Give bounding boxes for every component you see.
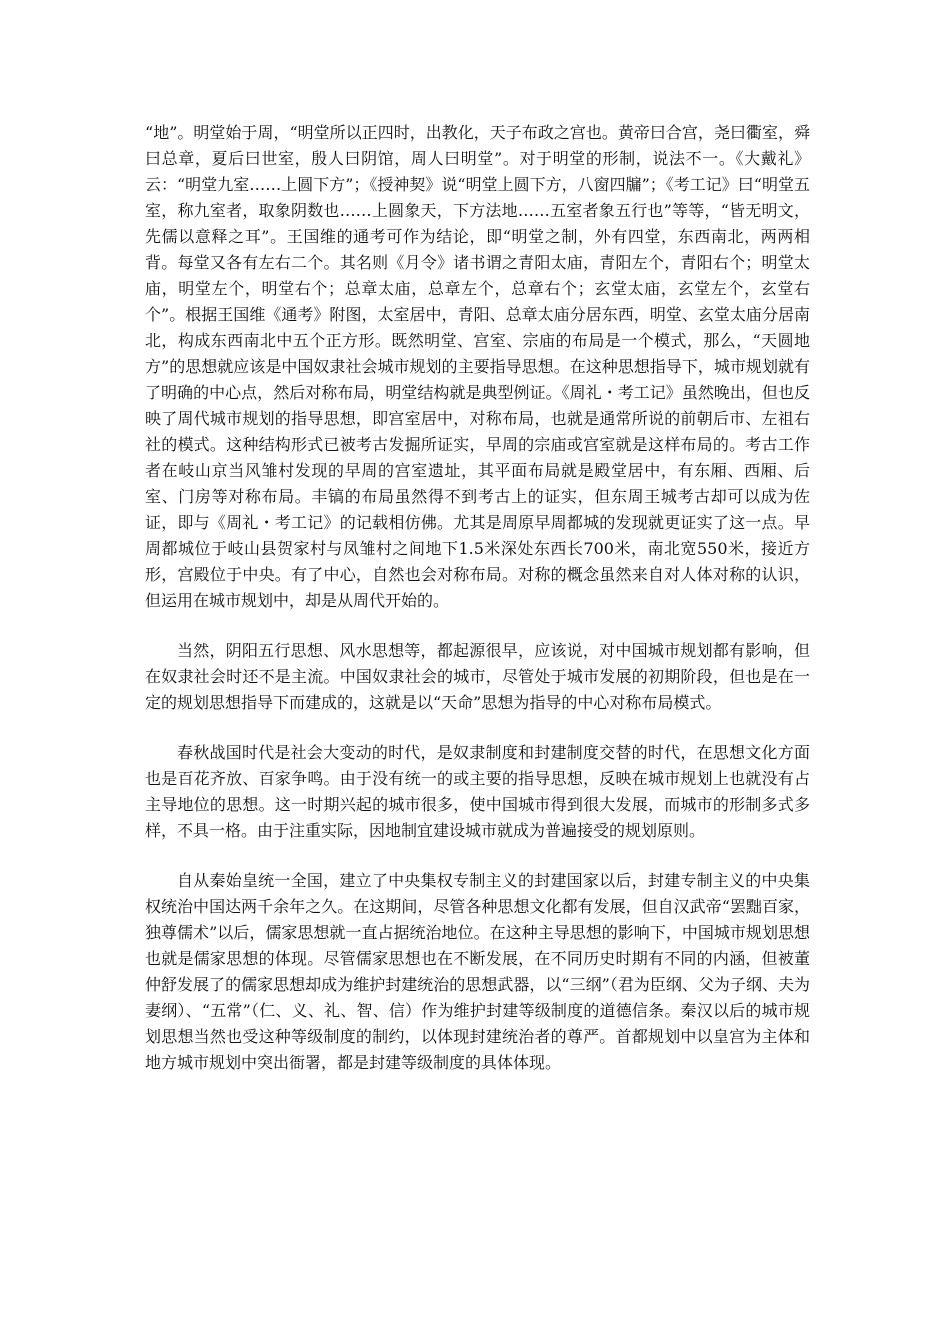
paragraph-continued: “地”。明堂始于周，“明堂所以正四时，出教化，天子布政之宫也。黄帝曰合宫，尧曰衢室，舜曰总章，夏后曰世室，殷人曰阴馆，周人曰明堂”。对于明堂的形制，说法不一。《大戴礼》云：“明堂九室……上圆下方”；《授神契》说“明堂上圆下方，八窗四牖”；《考工记》曰“明堂五室，称九室者，取象阴数也……上圆象天，下方法地……五室者象五行也”等等，“皆无明文，先儒以意释之耳”。王国维的通考可作为结论，即“明堂之制，外有四堂，东西南北，两两相背。每堂又各有左右二个。其名则《月令》诸书谓之青阳太庙，青阳左个，青阳右个；明堂太庙，明堂左个，明堂右个；总章太庙，总章左个，总章右个；玄堂太庙，玄堂左个，玄堂右个”。根据王国维《通考》附图，太室居中，青阳、总章太庙分居东西，明堂、玄堂太庙分居南北，构成东西南北中五个正方形。既然明堂、宫室、宗庙的布局是一个模式，那么，“天圆地方”的思想就应该是中国奴隶社会城市规划的主要指导思想。在这种思想指导下，城市规划就有了明确的中心点，然后对称布局，明堂结构就是典型例证。《周礼・考工记》虽然晚出，但也反映了周代城市规划的指导思想，即宫室居中，对称布局，也就是通常所说的前朝后市、左祖右社的模式。这种结构形式已被考古发掘所证实，早周的宗庙或宫室就是这样布局的。考古工作者在岐山京当风雏村发现的早周的宫室遗址，其平面布局就是殿堂居中，有东厢、西厢、后室、门房等对称布局。丰镐的布局虽然得不到考古上的证实，但东周王城考古却可以成为佐证，即与《周礼・考工记》的记载相仿佛。尤其是周原早周都城的发现就更证实了这一点。早周都城位于岐山县贺家村与凤雏村之间地下1.5米深处东西长700米，南北宽550米，接近方形，宫殿位于中央。有了中心，自然也会对称布局。对称的概念虽然来自对人体对称的认识，但运用在城市规划中，却是从周代开始的。 [145,123,810,610]
document-page [145,120,810,1100]
paragraph-yinyang: 当然，阴阳五行思想、风水思想等，都起源很早，应该说，对中国城市规划都有影响，但在奴隶社会时还不是主流。中国奴隶社会的城市，尽管处于城市发展的初期阶段，但也是在一定的规划思想指导下而建成的，这就是以“天命”思想为指导的中心对称布局模式。 [145,641,810,712]
paragraph-qin-unification: 自从秦始皇统一全国，建立了中央集权专制主义的封建国家以后，封建专制主义的中央集权统治中国达两千余年之久。在这期间，尽管各种思想文化都有发展，但自汉武帝“罢黜百家，独尊儒术”以后，儒家思想就一直占据统治地位。在这种主导思想的影响下，中国城市规划思想也就是儒家思想的体现。尽管儒家思想也在不断发展，在不同历史时期有不同的内涵，但被董仲舒发展了的儒家思想却成为维护封建统治的思想武器，以“三纲”（君为臣纲、父为子纲、夫为妻纲）、“五常”（仁、义、礼、智、信）作为维护封建等级制度的道德信条。秦汉以后的城市规划思想当然也受这种等级制度的制约，以体现封建统治者的尊严。首都规划中以皇宫为主体和地方城市规划中突出衙署，都是封建等级制度的具体体现。 [145,871,810,1072]
paragraph-spring-autumn: 春秋战国时代是社会大变动的时代，是奴隶制度和封建制度交替的时代，在思想文化方面也是百花齐放、百家争鸣。由于没有统一的或主要的指导思想，反映在城市规划上也就没有占主导地位的思想。这一时期兴起的城市很多，使中国城市得到很大发展，而城市的形制多式多样，不具一格。由于注重实际，因地制宜建设城市就成为普遍接受的规划原则。 [145,743,810,840]
